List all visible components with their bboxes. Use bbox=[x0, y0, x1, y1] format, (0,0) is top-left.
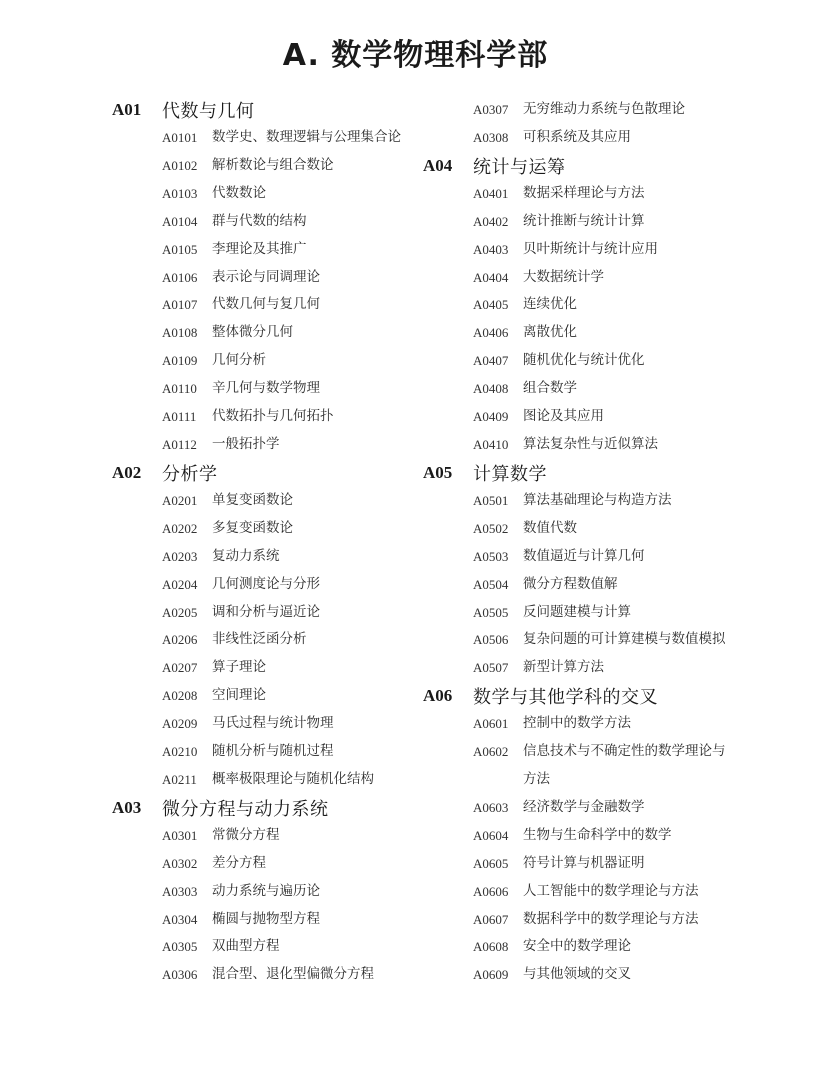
list-item bbox=[112, 180, 432, 208]
section-name: 微分方程与动力系统 bbox=[162, 798, 329, 820]
section-name: 统计与运筹 bbox=[473, 156, 566, 178]
list-item bbox=[112, 264, 432, 292]
item-code: A0507 bbox=[473, 660, 509, 676]
item-code: A0401 bbox=[473, 185, 509, 201]
section-name: 数学与其他学科的交叉 bbox=[473, 687, 658, 709]
list-item bbox=[423, 850, 823, 878]
item-code: A0505 bbox=[473, 604, 509, 620]
list-item bbox=[423, 933, 823, 961]
list-item bbox=[112, 515, 432, 543]
section-a03 bbox=[112, 794, 432, 989]
item-code: A0204 bbox=[162, 576, 198, 592]
item-name: 与其他领域的交叉 bbox=[523, 966, 631, 983]
item-code: A0201 bbox=[162, 492, 198, 508]
item-name: 算法复杂性与近似算法 bbox=[523, 435, 658, 452]
list-item bbox=[112, 933, 432, 961]
item-name: 多复变函数论 bbox=[212, 519, 293, 536]
item-code: A0409 bbox=[473, 409, 509, 425]
item-name: 安全中的数学理论 bbox=[523, 938, 631, 955]
list-item bbox=[112, 682, 432, 710]
item-name: 常微分方程 bbox=[212, 826, 280, 843]
item-code: A0602 bbox=[473, 744, 509, 760]
list-item bbox=[423, 180, 823, 208]
item-code: A0103 bbox=[162, 185, 198, 201]
list-item bbox=[423, 878, 823, 906]
item-name: 表示论与同调理论 bbox=[212, 268, 320, 285]
item-name: 解析数论与组合数论 bbox=[212, 156, 334, 173]
right-column bbox=[423, 96, 823, 989]
section-a01 bbox=[112, 96, 432, 459]
item-code: A0604 bbox=[473, 827, 509, 843]
list-item bbox=[423, 431, 823, 459]
item-name: 概率极限理论与随机化结构 bbox=[212, 770, 374, 787]
item-name: 群与代数的结构 bbox=[212, 212, 307, 229]
item-code: A0609 bbox=[473, 967, 509, 983]
item-code: A0102 bbox=[162, 157, 198, 173]
item-code: A0308 bbox=[473, 129, 509, 145]
section-heading bbox=[112, 459, 432, 487]
item-name: 反问题建模与计算 bbox=[523, 603, 631, 620]
item-name: 微分方程数值解 bbox=[523, 575, 618, 592]
item-name: 数学史、数理逻辑与公理集合论 bbox=[212, 129, 401, 145]
list-item bbox=[112, 961, 432, 989]
section-a06 bbox=[423, 682, 823, 989]
list-item bbox=[112, 822, 432, 850]
item-code: A0306 bbox=[162, 967, 198, 983]
item-code: A0104 bbox=[162, 213, 198, 229]
item-code: A0208 bbox=[162, 688, 198, 704]
item-code: A0111 bbox=[162, 409, 197, 425]
list-item bbox=[423, 515, 823, 543]
section-heading bbox=[423, 152, 823, 180]
list-item bbox=[423, 208, 823, 236]
item-name: 人工智能中的数学理论与方法 bbox=[523, 882, 699, 899]
item-name: 控制中的数学方法 bbox=[523, 715, 631, 732]
list-item bbox=[112, 124, 432, 152]
item-code: A0608 bbox=[473, 939, 509, 955]
page-title: A. 数学物理科学部 bbox=[282, 38, 549, 73]
item-name: 一般拓扑学 bbox=[212, 435, 280, 452]
list-item bbox=[112, 738, 432, 766]
item-name: 复杂问题的可计算建模与数值模拟 bbox=[523, 631, 726, 648]
section-code: A05 bbox=[423, 462, 453, 482]
item-code: A0403 bbox=[473, 241, 509, 257]
item-name: 数值逼近与计算几何 bbox=[523, 547, 645, 564]
item-code: A0107 bbox=[162, 297, 198, 313]
item-name: 数据科学中的数学理论与方法 bbox=[523, 910, 699, 927]
list-item bbox=[423, 961, 823, 989]
left-column bbox=[112, 96, 432, 989]
item-code: A0112 bbox=[162, 436, 197, 452]
item-name: 算法基础理论与构造方法 bbox=[523, 491, 672, 508]
item-name: 随机优化与统计优化 bbox=[523, 352, 645, 369]
list-item bbox=[112, 375, 432, 403]
item-name: 单复变函数论 bbox=[212, 491, 293, 508]
item-name: 几何分析 bbox=[212, 352, 266, 369]
item-code: A0407 bbox=[473, 353, 509, 369]
item-name: 空间理论 bbox=[212, 687, 266, 704]
item-name: 混合型、退化型偏微分方程 bbox=[212, 966, 374, 983]
list-item bbox=[423, 710, 823, 738]
item-name: 算子理论 bbox=[212, 659, 266, 676]
section-name: 分析学 bbox=[162, 463, 218, 485]
item-code: A0105 bbox=[162, 241, 198, 257]
section-code: A03 bbox=[112, 797, 142, 817]
section-a05 bbox=[423, 459, 823, 682]
list-item bbox=[112, 906, 432, 934]
item-code: A0405 bbox=[473, 297, 509, 313]
item-code: A0504 bbox=[473, 576, 509, 592]
list-item bbox=[423, 264, 823, 292]
section-name: 代数与几何 bbox=[162, 101, 255, 122]
item-name: 代数几何与复几何 bbox=[212, 296, 320, 313]
item-code: A0211 bbox=[162, 771, 197, 787]
item-name: 信息技术与不确定性的数学理论与 方法 bbox=[523, 743, 726, 788]
list-item bbox=[423, 626, 823, 654]
section-name: 计算数学 bbox=[473, 463, 547, 485]
item-code: A0206 bbox=[162, 632, 198, 648]
list-item bbox=[423, 738, 823, 794]
item-code: A0302 bbox=[162, 855, 198, 871]
item-code: A0605 bbox=[473, 855, 509, 871]
list-item bbox=[423, 654, 823, 682]
item-name: 椭圆与抛物型方程 bbox=[212, 910, 320, 927]
item-name: 经济数学与金融数学 bbox=[523, 798, 645, 815]
item-code: A0307 bbox=[473, 102, 509, 117]
list-item bbox=[112, 850, 432, 878]
list-item bbox=[112, 152, 432, 180]
item-name: 大数据统计学 bbox=[523, 268, 604, 285]
item-code: A0203 bbox=[162, 548, 198, 564]
list-item bbox=[423, 319, 823, 347]
item-name: 新型计算方法 bbox=[523, 659, 604, 676]
item-code: A0408 bbox=[473, 381, 509, 397]
list-item bbox=[423, 794, 823, 822]
item-name: 代数拓扑与几何拓扑 bbox=[212, 408, 334, 425]
item-name: 双曲型方程 bbox=[212, 938, 280, 955]
item-name: 差分方程 bbox=[212, 854, 266, 871]
section-a02 bbox=[112, 459, 432, 794]
item-code: A0108 bbox=[162, 325, 198, 341]
item-code: A0205 bbox=[162, 604, 198, 620]
list-item bbox=[423, 599, 823, 627]
item-name: 符号计算与机器证明 bbox=[523, 854, 645, 871]
item-code: A0209 bbox=[162, 716, 198, 732]
section-code: A06 bbox=[423, 686, 453, 706]
item-code: A0303 bbox=[162, 883, 198, 899]
item-name: 连续优化 bbox=[523, 296, 577, 313]
item-code: A0402 bbox=[473, 213, 509, 229]
list-item bbox=[112, 319, 432, 347]
section-code: A04 bbox=[423, 155, 453, 175]
item-code: A0304 bbox=[162, 911, 198, 927]
list-item bbox=[423, 543, 823, 571]
item-name: 统计推断与统计计算 bbox=[523, 212, 645, 229]
list-item bbox=[112, 710, 432, 738]
item-code: A0101 bbox=[162, 130, 198, 145]
continued-items bbox=[423, 96, 823, 152]
item-name: 数值代数 bbox=[523, 519, 577, 536]
list-item bbox=[112, 291, 432, 319]
item-name: 调和分析与逼近论 bbox=[212, 603, 320, 620]
item-name: 代数数论 bbox=[212, 184, 266, 201]
item-name: 李理论及其推广 bbox=[212, 240, 307, 257]
section-heading bbox=[112, 96, 432, 124]
item-name: 组合数学 bbox=[523, 380, 577, 397]
list-item bbox=[423, 487, 823, 515]
item-name: 无穷维动力系统与色散理论 bbox=[523, 101, 685, 117]
item-name: 动力系统与遍历论 bbox=[212, 882, 320, 899]
item-name: 图论及其应用 bbox=[523, 408, 604, 425]
item-name: 随机分析与随机过程 bbox=[212, 743, 334, 760]
item-code: A0502 bbox=[473, 520, 509, 536]
item-code: A0410 bbox=[473, 436, 509, 452]
list-item bbox=[423, 571, 823, 599]
list-item bbox=[112, 403, 432, 431]
item-name: 整体微分几何 bbox=[212, 324, 293, 341]
list-item bbox=[423, 236, 823, 264]
item-name: 辛几何与数学物理 bbox=[212, 380, 320, 397]
item-code: A0404 bbox=[473, 269, 509, 285]
item-code: A0109 bbox=[162, 353, 198, 369]
list-item bbox=[112, 543, 432, 571]
item-code: A0606 bbox=[473, 883, 509, 899]
list-item bbox=[423, 347, 823, 375]
list-item bbox=[423, 375, 823, 403]
section-heading bbox=[112, 794, 432, 822]
list-item bbox=[112, 654, 432, 682]
list-item bbox=[112, 487, 432, 515]
item-name: 生物与生命科学中的数学 bbox=[523, 826, 672, 843]
list-item bbox=[112, 236, 432, 264]
item-code: A0210 bbox=[162, 744, 198, 760]
section-code: A02 bbox=[112, 462, 142, 482]
item-name: 非线性泛函分析 bbox=[212, 631, 307, 648]
list-item bbox=[112, 347, 432, 375]
list-item bbox=[423, 124, 823, 152]
item-code: A0202 bbox=[162, 520, 198, 536]
section-heading bbox=[423, 682, 823, 710]
section-heading bbox=[423, 459, 823, 487]
item-code: A0305 bbox=[162, 939, 198, 955]
section-a04 bbox=[423, 152, 823, 459]
item-name: 贝叶斯统计与统计应用 bbox=[523, 240, 658, 257]
item-name: 复动力系统 bbox=[212, 547, 280, 564]
list-item bbox=[112, 599, 432, 627]
list-item bbox=[112, 571, 432, 599]
item-code: A0106 bbox=[162, 269, 198, 285]
item-name: 数据采样理论与方法 bbox=[523, 184, 645, 201]
item-name: 可积系统及其应用 bbox=[523, 128, 631, 145]
section-code: A01 bbox=[112, 100, 142, 119]
item-name: 离散优化 bbox=[523, 324, 577, 341]
list-item bbox=[423, 906, 823, 934]
list-item bbox=[423, 291, 823, 319]
item-code: A0503 bbox=[473, 548, 509, 564]
list-item bbox=[423, 96, 823, 124]
item-code: A0607 bbox=[473, 911, 509, 927]
list-item bbox=[112, 878, 432, 906]
item-code: A0601 bbox=[473, 716, 509, 732]
list-item bbox=[112, 431, 432, 459]
list-item bbox=[112, 626, 432, 654]
item-code: A0603 bbox=[473, 799, 509, 815]
item-code: A0301 bbox=[162, 827, 198, 843]
item-code: A0406 bbox=[473, 325, 509, 341]
list-item bbox=[423, 822, 823, 850]
item-name: 马氏过程与统计物理 bbox=[212, 715, 334, 732]
item-code: A0501 bbox=[473, 492, 509, 508]
list-item bbox=[112, 766, 432, 794]
item-code: A0110 bbox=[162, 381, 197, 397]
list-item bbox=[423, 403, 823, 431]
item-code: A0207 bbox=[162, 660, 198, 676]
item-name: 几何测度论与分形 bbox=[212, 575, 320, 592]
item-code: A0506 bbox=[473, 632, 509, 648]
list-item bbox=[112, 208, 432, 236]
